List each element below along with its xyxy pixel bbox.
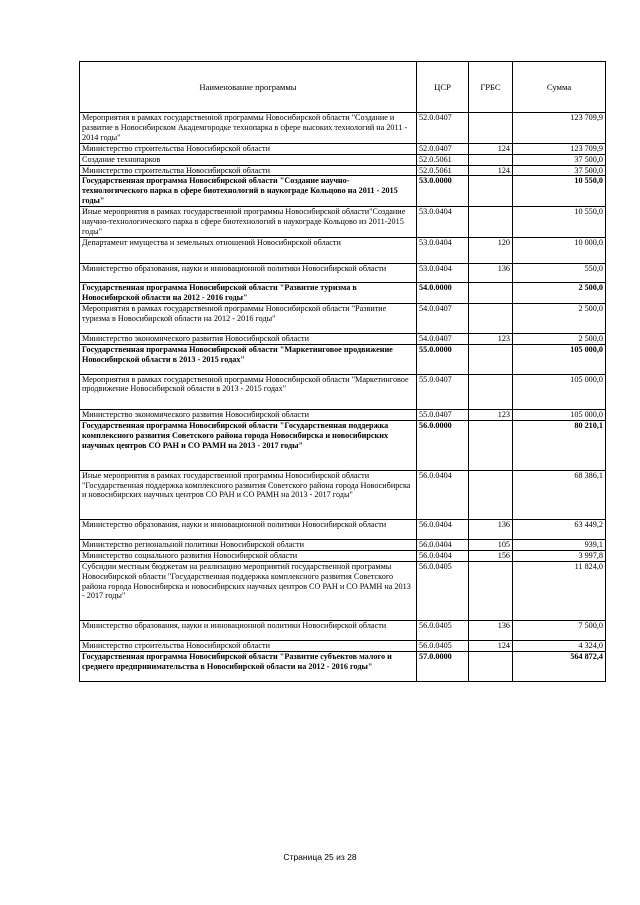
cell-sum: 80 210,1 xyxy=(513,421,606,471)
cell-csr: 54.0.0407 xyxy=(417,333,469,344)
cell-grbs xyxy=(469,154,513,165)
cell-csr: 56.0.0405 xyxy=(417,640,469,651)
cell-csr: 52.0.0407 xyxy=(417,143,469,154)
cell-name: Министерство строительства Новосибирской области xyxy=(80,640,417,651)
cell-name: Министерство строительства Новосибирской области xyxy=(80,143,417,154)
cell-csr: 56.0.0000 xyxy=(417,421,469,471)
cell-grbs xyxy=(469,176,513,207)
header-grbs: ГРБС xyxy=(469,62,513,113)
cell-sum: 68 386,1 xyxy=(513,470,606,520)
cell-grbs: 124 xyxy=(469,165,513,176)
cell-name: Министерство строительства Новосибирской области xyxy=(80,165,417,176)
cell-sum: 3 997,8 xyxy=(513,550,606,561)
cell-grbs: 123 xyxy=(469,410,513,421)
cell-csr: 52.0.5061 xyxy=(417,165,469,176)
cell-sum: 105 000,0 xyxy=(513,374,606,410)
table-row xyxy=(80,344,606,374)
cell-grbs: 105 xyxy=(469,539,513,550)
cell-name: Департамент имущества и земельных отношений Новосибирской области xyxy=(80,237,417,263)
cell-name: Мероприятия в рамках государственной программы Новосибирской области "Маркетинговое продвижение Новосибирской области в 2013 - 2015 годах" xyxy=(80,374,417,410)
header-name: Наименование программы xyxy=(80,62,417,113)
cell-name: Создание технопарков xyxy=(80,154,417,165)
cell-csr: 54.0.0000 xyxy=(417,283,469,304)
cell-grbs: 124 xyxy=(469,143,513,154)
cell-csr: 55.0.0000 xyxy=(417,344,469,374)
cell-name: Министерство образования, науки и инновационной политики Новосибирской области xyxy=(80,621,417,641)
cell-name: Министерство образования, науки и инновационной политики Новосибирской области xyxy=(80,520,417,540)
cell-grbs: 136 xyxy=(469,621,513,641)
table-row xyxy=(80,550,606,561)
header-sum: Сумма xyxy=(513,62,606,113)
cell-name: Государственная программа Новосибирской области "Маркетинговое продвижение Новосибирской области в 2013 - 2015 годах" xyxy=(80,344,417,374)
cell-csr: 55.0.0407 xyxy=(417,410,469,421)
cell-grbs xyxy=(469,113,513,144)
cell-csr: 56.0.0404 xyxy=(417,550,469,561)
cell-sum: 63 449,2 xyxy=(513,520,606,540)
cell-csr: 54.0.0407 xyxy=(417,304,469,334)
table-row xyxy=(80,651,606,681)
table-row xyxy=(80,154,606,165)
cell-name: Министерство образования, науки и инновационной политики Новосибирской области xyxy=(80,263,417,283)
cell-name: Государственная программа Новосибирской области "Создание научно-технологического парка в сфере биотехнологий в наукограде Кольцово на 2011 - 2015 годы" xyxy=(80,176,417,207)
cell-sum: 10 550,0 xyxy=(513,176,606,207)
table-row xyxy=(80,263,606,283)
table-row xyxy=(80,520,606,540)
cell-sum: 10 550,0 xyxy=(513,207,606,238)
cell-sum: 2 500,0 xyxy=(513,283,606,304)
page-number: Страница 25 из 28 xyxy=(283,852,357,862)
cell-sum: 123 709,9 xyxy=(513,143,606,154)
cell-sum: 939,1 xyxy=(513,539,606,550)
cell-grbs xyxy=(469,344,513,374)
cell-sum: 37 500,0 xyxy=(513,154,606,165)
cell-grbs: 136 xyxy=(469,263,513,283)
cell-grbs xyxy=(469,304,513,334)
cell-grbs: 123 xyxy=(469,333,513,344)
cell-name: Государственная программа Новосибирской области "Развитие туризма в Новосибирской области на 2012 - 2016 годы" xyxy=(80,283,417,304)
cell-csr: 53.0.0000 xyxy=(417,176,469,207)
cell-grbs: 156 xyxy=(469,550,513,561)
cell-name: Министерство региональной политики Новосибирской области xyxy=(80,539,417,550)
cell-csr: 52.0.0407 xyxy=(417,113,469,144)
cell-sum: 564 872,4 xyxy=(513,651,606,681)
cell-sum: 123 709,9 xyxy=(513,113,606,144)
table-row xyxy=(80,640,606,651)
table-header-row xyxy=(80,62,606,113)
cell-grbs: 120 xyxy=(469,237,513,263)
cell-csr: 53.0.0404 xyxy=(417,263,469,283)
cell-sum: 7 500,0 xyxy=(513,621,606,641)
cell-grbs: 124 xyxy=(469,640,513,651)
cell-grbs xyxy=(469,561,513,620)
cell-name: Мероприятия в рамках государственной программы Новосибирской области "Развитие туризма в Новосибирской области на 2012 - 2016 годы" xyxy=(80,304,417,334)
cell-csr: 53.0.0404 xyxy=(417,207,469,238)
cell-csr: 57.0.0000 xyxy=(417,651,469,681)
table-row xyxy=(80,410,606,421)
cell-csr: 53.0.0404 xyxy=(417,237,469,263)
cell-sum: 550,0 xyxy=(513,263,606,283)
table-row xyxy=(80,165,606,176)
cell-name: Министерство социального развития Новосибирской области xyxy=(80,550,417,561)
table-row xyxy=(80,374,606,410)
cell-name: Государственная программа Новосибирской области "Государственная поддержка комплексного развития Советского района города Новосибирска и новосибирских научных центров СО РАН и СО РАМН на 2013 - 2017 годы" xyxy=(80,421,417,471)
cell-sum: 4 324,0 xyxy=(513,640,606,651)
table-row xyxy=(80,143,606,154)
cell-csr: 55.0.0407 xyxy=(417,374,469,410)
cell-sum: 105 000,0 xyxy=(513,410,606,421)
cell-sum: 2 500,0 xyxy=(513,304,606,334)
table-row xyxy=(80,207,606,238)
header-csr: ЦСР xyxy=(417,62,469,113)
cell-grbs xyxy=(469,651,513,681)
cell-grbs xyxy=(469,283,513,304)
cell-name: Министерство экономического развития Новосибирской области xyxy=(80,410,417,421)
cell-grbs xyxy=(469,374,513,410)
table-row xyxy=(80,333,606,344)
table-row xyxy=(80,283,606,304)
table-row xyxy=(80,176,606,207)
cell-sum: 10 000,0 xyxy=(513,237,606,263)
cell-csr: 52.0.5061 xyxy=(417,154,469,165)
cell-name: Иные мероприятия в рамках государственной программы Новосибирской области "Государственная поддержка комплексного развития Советского района города Новосибирска и новосибирских научных центров СО РАН и СО РАМН на 2013 - 2017 годы" xyxy=(80,470,417,520)
table-row xyxy=(80,113,606,144)
cell-name: Министерство экономического развития Новосибирской области xyxy=(80,333,417,344)
table-row xyxy=(80,561,606,620)
cell-grbs xyxy=(469,421,513,471)
cell-grbs: 136 xyxy=(469,520,513,540)
cell-sum: 37 500,0 xyxy=(513,165,606,176)
table-row xyxy=(80,304,606,334)
table-body xyxy=(80,113,606,682)
table-row xyxy=(80,237,606,263)
cell-sum: 105 000,0 xyxy=(513,344,606,374)
table-row xyxy=(80,539,606,550)
budget-table xyxy=(79,61,606,682)
cell-name: Мероприятия в рамках государственной программы Новосибирской области "Создание и развитие в Новосибирском Академгородке технопарка в сфере высоких технологий на 2011 - 2014 годы" xyxy=(80,113,417,144)
cell-csr: 56.0.0404 xyxy=(417,470,469,520)
cell-csr: 56.0.0404 xyxy=(417,539,469,550)
cell-csr: 56.0.0404 xyxy=(417,520,469,540)
cell-sum: 11 824,0 xyxy=(513,561,606,620)
cell-name: Субсидии местным бюджетам на реализацию мероприятий государственной программы Новосибирской области "Государственная поддержка комплексного развития Советского района города Новосибирска и новосибирских научных центров СО РАН и СО РАМН на 2013 - 2017 годы" xyxy=(80,561,417,620)
cell-name: Иные мероприятия в рамках государственной программы Новосибирской области"Создание научно-технологического парка в сфере биотехнологий в наукограде Кольцово из 2011-2015 годы" xyxy=(80,207,417,238)
cell-csr: 56.0.0405 xyxy=(417,561,469,620)
table-row xyxy=(80,421,606,471)
cell-sum: 2 500,0 xyxy=(513,333,606,344)
cell-name: Государственная программа Новосибирской области "Развитие субъектов малого и среднего предпринимательства в Новосибирской области на 2012 - 2016 годы" xyxy=(80,651,417,681)
cell-csr: 56.0.0405 xyxy=(417,621,469,641)
table-row xyxy=(80,621,606,641)
cell-grbs xyxy=(469,207,513,238)
table-row xyxy=(80,470,606,520)
cell-grbs xyxy=(469,470,513,520)
